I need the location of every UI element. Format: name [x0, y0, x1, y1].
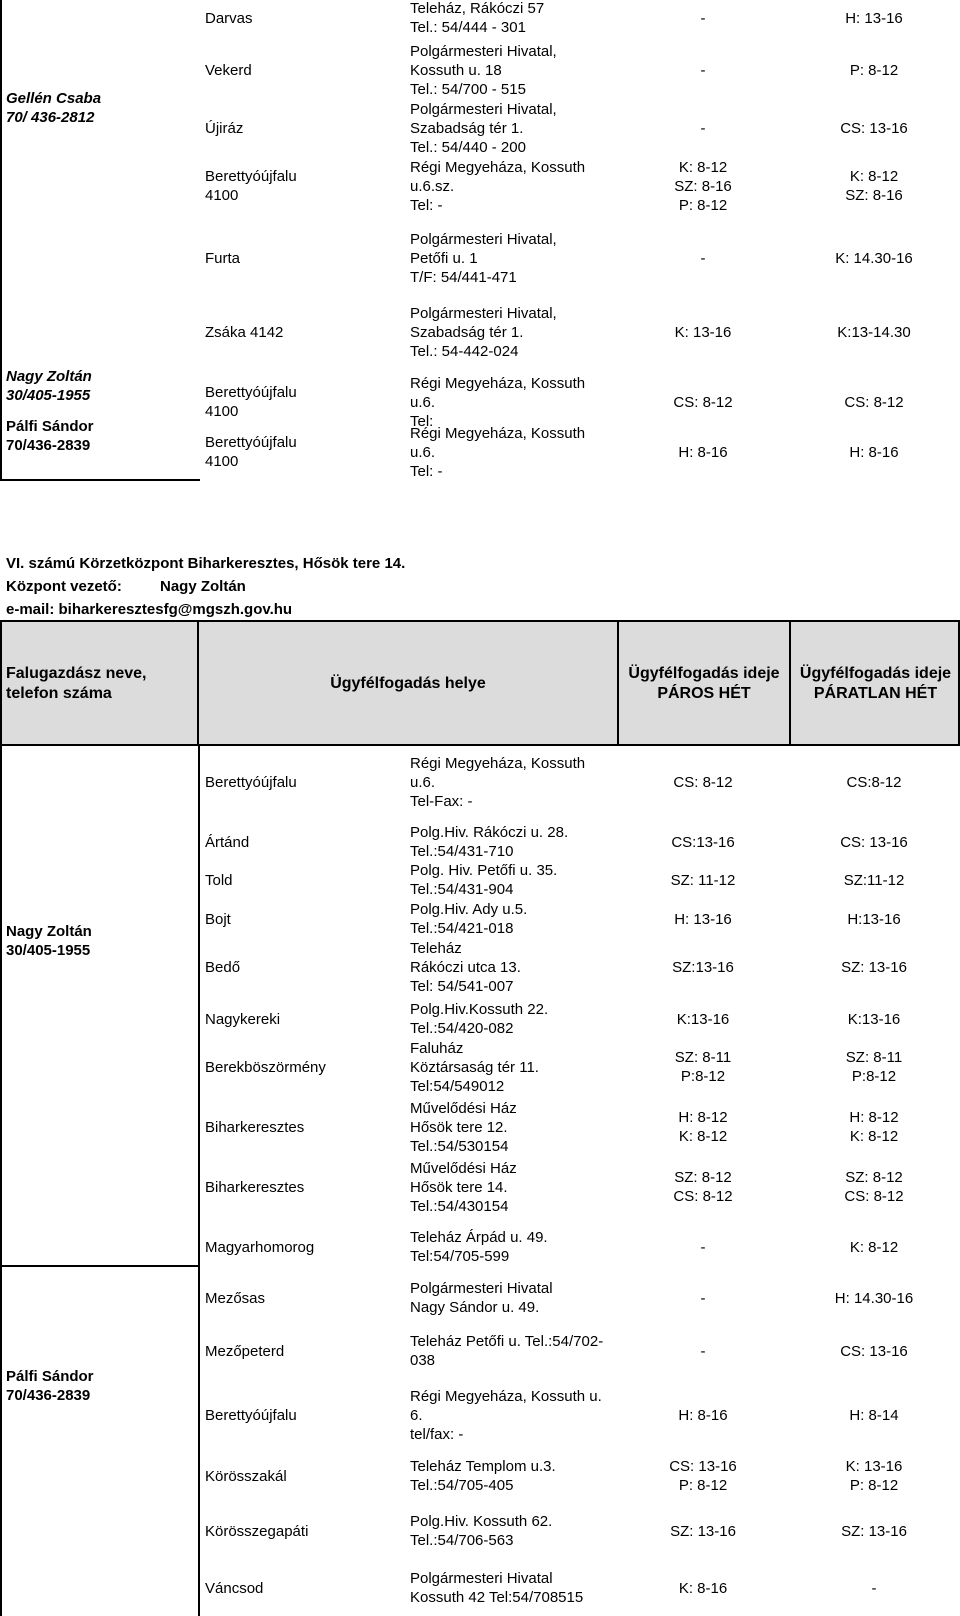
even-week-cell-line: H: 8-16	[678, 1406, 728, 1424]
even-week-cell-line: SZ: 13-16	[670, 1522, 736, 1540]
address-cell-line: Polgármesteri Hivatal,	[410, 42, 557, 60]
center-email: e-mail: biharkeresztesfg@mgszh.gov.hu	[6, 601, 293, 618]
address-cell-line: Teleház, Rákóczi 57	[410, 0, 545, 17]
place-cell	[205, 1289, 265, 1308]
address-cell	[410, 900, 527, 938]
even-week-cell-line: CS: 13-16	[669, 1458, 737, 1475]
place-cell	[205, 323, 283, 342]
address-cell-line: u.6.	[410, 773, 436, 791]
header-col-location: Ügyfélfogadás helye	[330, 675, 486, 692]
odd-week-cell-line: K:13-16	[847, 1010, 901, 1028]
address-cell-line: Régi Megyeháza, Kossuth u.	[410, 1387, 602, 1405]
odd-week-cell	[789, 1406, 959, 1425]
top-table-left-border	[0, 0, 2, 480]
even-week-cell-line: CS:13-16	[671, 833, 735, 851]
odd-week-cell-line: K: 8-12	[849, 1128, 899, 1145]
place-cell-line: Biharkeresztes	[205, 1178, 305, 1196]
address-cell-line: 038	[410, 1352, 436, 1369]
center-leader-name: Nagy Zoltán	[160, 578, 246, 595]
address-cell-line: Hősök tere 12.	[410, 1118, 508, 1136]
person-phone: 30/405-1955	[6, 942, 91, 959]
main-table-person-divider	[0, 1265, 200, 1267]
even-week-cell	[618, 9, 788, 28]
address-cell-line: Tel: 54/541-007	[410, 977, 514, 995]
odd-week-cell	[789, 1457, 959, 1495]
person-name: Nagy Zoltán	[6, 923, 92, 940]
address-cell-line: Tel.:54/421-018	[410, 920, 514, 937]
header-col-name: Falugazdász neve, telefon száma	[6, 665, 147, 702]
place-cell	[205, 1467, 287, 1486]
address-cell-line: Tel.:54/706-563	[410, 1532, 514, 1549]
even-week-cell-line: K: 8-12	[678, 1128, 728, 1145]
address-cell	[410, 1569, 583, 1607]
odd-week-cell-line: SZ: 13-16	[841, 1522, 907, 1540]
address-cell-line: Teleház Templom u.3.	[410, 1458, 556, 1475]
place-cell-line: Ártánd	[205, 833, 250, 851]
odd-week-cell	[789, 1168, 959, 1206]
even-week-cell-line: -	[700, 61, 706, 79]
person-nagy-zoltan	[6, 922, 92, 960]
address-cell-line: Régi Megyeháza, Kossuth	[410, 374, 586, 392]
address-cell	[410, 1457, 556, 1495]
address-cell-line: Tel.:54/705-405	[410, 1477, 514, 1494]
person-cell-line: Gellén Csaba	[6, 90, 102, 107]
place-cell-line: Berekböszörmény	[205, 1058, 326, 1076]
center-title: VI. számú Körzetközpont Biharkeresztes, Hősök tere 14.	[6, 555, 406, 572]
address-cell-line: u.6.	[410, 443, 436, 461]
even-week-cell-line: SZ: 11-12	[670, 871, 736, 889]
address-cell-line: Tel.: 54-442-024	[410, 342, 519, 360]
address-cell-line: Polgármesteri Hivatal,	[410, 100, 557, 118]
place-cell	[205, 1522, 308, 1541]
odd-week-cell	[789, 61, 959, 80]
even-week-cell-line: -	[700, 9, 706, 27]
even-week-cell-line: CS: 8-12	[673, 1188, 733, 1205]
address-cell-line: Teleház	[410, 939, 462, 957]
place-cell	[205, 167, 297, 205]
place-cell	[205, 773, 297, 792]
odd-week-cell-line: H: 8-16	[849, 443, 899, 461]
address-cell-line: Tel:54/549012	[410, 1077, 505, 1095]
even-week-cell	[618, 1108, 788, 1146]
address-cell-line: Hősök tere 14.	[410, 1178, 508, 1196]
address-cell-line: Tel:54/705-599	[410, 1248, 510, 1265]
odd-week-cell	[789, 1048, 959, 1086]
odd-week-cell-line: K:13-14.30	[837, 323, 911, 341]
header-col-even-week: Ügyfélfogadás ideje PÁROS HÉT	[628, 665, 780, 702]
address-cell-line: Tel: -	[410, 462, 443, 480]
odd-week-cell-line: P: 8-12	[849, 1477, 899, 1494]
odd-week-cell	[789, 958, 959, 977]
even-week-cell	[618, 1010, 788, 1029]
even-week-cell-line: K: 13-16	[674, 323, 732, 341]
odd-week-cell-line: H: 8-12	[849, 1109, 899, 1126]
address-cell	[410, 1512, 552, 1550]
address-cell-line: Tel.: 54/440 - 200	[410, 138, 526, 156]
place-cell-line: Körösszakál	[205, 1467, 287, 1485]
place-cell-line: Vekerd	[205, 61, 252, 79]
address-cell-line: Művelődési Ház	[410, 1099, 517, 1117]
even-week-cell	[618, 443, 788, 462]
address-cell-line: Kossuth 42 Tel:54/708515	[410, 1589, 584, 1606]
even-week-cell	[618, 1457, 788, 1495]
person-cell-line: 70/ 436-2812	[6, 109, 95, 126]
person-palfi-sandor	[6, 1367, 94, 1405]
address-cell-line: Szabadság tér 1.	[410, 323, 524, 341]
place-cell-line: Mezőpeterd	[205, 1342, 285, 1360]
even-week-cell	[618, 871, 788, 890]
address-cell-line: Régi Megyeháza, Kossuth	[410, 424, 586, 442]
odd-week-cell-line: CS: 13-16	[840, 119, 908, 137]
even-week-cell	[618, 1406, 788, 1425]
even-week-cell-line: SZ: 8-16	[674, 177, 732, 195]
place-cell	[205, 119, 243, 138]
place-cell	[205, 833, 249, 852]
odd-week-cell-line: SZ: 13-16	[841, 958, 907, 976]
odd-week-cell-line: P: 8-12	[849, 61, 899, 79]
place-cell	[205, 910, 231, 929]
address-cell-line: Tel.:54/431-710	[410, 843, 514, 860]
even-week-cell	[618, 910, 788, 929]
odd-week-cell-line: H: 14.30-16	[834, 1289, 914, 1307]
even-week-cell-line: CS: 8-12	[673, 773, 733, 791]
place-cell-line: Bedő	[205, 958, 241, 976]
place-cell-line: Zsáka 4142	[205, 323, 284, 341]
address-cell	[410, 304, 557, 361]
place-cell-line: Berettyóújfalu	[205, 384, 297, 401]
address-cell-line: Tel-Fax: -	[410, 792, 473, 810]
address-cell-line: Polg.Hiv. Rákóczi u. 28.	[410, 824, 569, 841]
odd-week-cell	[789, 323, 959, 342]
place-cell-line: Berettyóújfalu	[205, 1406, 297, 1424]
place-cell-line: Magyarhomorog	[205, 1238, 315, 1256]
address-cell-line: u.6.	[410, 393, 436, 411]
even-week-cell	[618, 158, 788, 215]
address-cell	[410, 100, 557, 157]
address-cell	[410, 230, 557, 287]
odd-week-cell	[789, 1342, 959, 1361]
address-cell-line: Polgármesteri Hivatal	[410, 1570, 553, 1587]
place-cell	[205, 1406, 297, 1425]
odd-week-cell	[789, 1108, 959, 1146]
address-cell	[410, 754, 585, 811]
place-cell-line: Bojt	[205, 910, 231, 928]
odd-week-cell	[789, 833, 959, 852]
address-cell	[410, 1279, 553, 1317]
even-week-cell-line: K:13-16	[676, 1010, 730, 1028]
address-cell-line: Tel.:54/530154	[410, 1137, 509, 1155]
place-cell	[205, 1010, 280, 1029]
address-cell-line: Rákóczi utca 13.	[410, 958, 521, 976]
even-week-cell	[618, 61, 788, 80]
address-cell	[410, 823, 568, 861]
even-week-cell	[618, 1238, 788, 1257]
address-cell-line: Tel: -	[410, 196, 443, 214]
person-cell	[6, 89, 101, 127]
odd-week-cell-line: -	[871, 1579, 877, 1597]
address-cell-line: Kossuth u. 18	[410, 61, 502, 79]
odd-week-cell	[789, 1238, 959, 1257]
even-week-cell-line: -	[700, 1342, 706, 1360]
address-cell-line: Tel:	[410, 412, 434, 430]
odd-week-cell	[789, 1010, 959, 1029]
place-cell-line: 4100	[205, 187, 239, 204]
even-week-cell-line: CS: 8-12	[673, 393, 733, 411]
odd-week-cell-line: CS: 8-12	[844, 1188, 904, 1205]
odd-week-cell	[789, 1579, 959, 1598]
center-leader-label: Központ vezető:	[6, 578, 122, 595]
odd-week-cell-line: K: 13-16	[845, 1458, 903, 1475]
address-cell-line: 6.	[410, 1406, 423, 1424]
address-cell	[410, 1228, 548, 1266]
even-week-cell	[618, 119, 788, 138]
address-cell-line: Tel.: 54/700 - 515	[410, 80, 526, 98]
address-cell-line: Polg.Hiv.Kossuth 22.	[410, 1001, 549, 1018]
odd-week-cell	[789, 1289, 959, 1308]
address-cell-line: Köztársaság tér 11.	[410, 1058, 539, 1076]
address-cell-line: Petőfi u. 1	[410, 249, 478, 267]
address-cell-line: Régi Megyeháza, Kossuth	[410, 754, 586, 772]
odd-week-cell-line: K: 8-12	[849, 168, 899, 185]
even-week-cell-line: P:8-12	[680, 1068, 726, 1085]
address-cell-line: tel/fax: -	[410, 1425, 464, 1443]
place-cell-line: Nagykereki	[205, 1010, 281, 1028]
odd-week-cell-line: H: 13-16	[845, 9, 903, 27]
place-cell	[205, 61, 252, 80]
address-cell	[410, 1332, 603, 1370]
odd-week-cell	[789, 119, 959, 138]
main-table-person-border	[198, 746, 200, 1616]
main-table-left-border	[0, 746, 2, 1616]
address-cell	[410, 42, 557, 99]
even-week-cell	[618, 249, 788, 268]
person-name: Pálfi Sándor	[6, 1368, 94, 1385]
address-cell-line: Polg.Hiv. Ady u.5.	[410, 901, 528, 918]
odd-week-cell-line: CS:8-12	[846, 773, 902, 791]
odd-week-cell-line: H:13-16	[847, 910, 901, 928]
place-cell	[205, 1178, 304, 1197]
even-week-cell	[618, 1048, 788, 1086]
address-cell-line: T/F: 54/441-471	[410, 268, 517, 286]
even-week-cell-line: K: 8-16	[678, 1579, 728, 1597]
even-week-cell-line: -	[700, 1238, 706, 1256]
address-cell-line: Tel.:54/420-082	[410, 1020, 514, 1037]
even-week-cell-line: SZ: 8-11	[674, 1049, 732, 1066]
even-week-cell-line: H: 8-16	[678, 443, 728, 461]
place-cell-line: Darvas	[205, 9, 253, 27]
odd-week-cell-line: SZ: 8-12	[845, 1169, 903, 1186]
place-cell-line: 4100	[205, 403, 239, 420]
place-cell-line: Mezősas	[205, 1289, 266, 1307]
address-cell-line: Polg.Hiv. Kossuth 62.	[410, 1513, 553, 1530]
person-phone: 70/436-2839	[6, 1387, 91, 1404]
address-cell	[410, 1159, 517, 1216]
odd-week-cell	[789, 9, 959, 28]
address-cell-line: Tel.:54/430154	[410, 1197, 509, 1215]
place-cell	[205, 249, 240, 268]
even-week-cell	[618, 1522, 788, 1541]
odd-week-cell-line: CS: 13-16	[840, 1342, 908, 1360]
person-cell-line: Nagy Zoltán	[6, 368, 92, 385]
odd-week-cell	[789, 871, 959, 890]
odd-week-cell	[789, 1522, 959, 1541]
address-cell	[410, 1039, 539, 1096]
address-cell	[410, 374, 585, 431]
place-cell	[205, 871, 233, 890]
person-cell-line: 70/436-2839	[6, 437, 91, 454]
odd-week-cell	[789, 443, 959, 462]
place-cell-line: Váncsod	[205, 1579, 264, 1597]
place-cell	[205, 1118, 304, 1137]
even-week-cell-line: P: 8-12	[678, 1477, 728, 1494]
even-week-cell	[618, 958, 788, 977]
person-cell	[6, 367, 92, 405]
even-week-cell	[618, 833, 788, 852]
address-cell-line: Polgármesteri Hivatal	[410, 1280, 553, 1297]
place-cell	[205, 383, 297, 421]
address-cell	[410, 861, 557, 899]
even-week-cell-line: P: 8-12	[678, 196, 728, 214]
address-cell-line: Tel.: 54/444 - 301	[410, 19, 526, 36]
odd-week-cell	[789, 910, 959, 929]
place-cell-line: Furta	[205, 249, 241, 267]
place-cell	[205, 1342, 284, 1361]
even-week-cell	[618, 773, 788, 792]
place-cell	[205, 433, 297, 471]
address-cell-line: Nagy Sándor u. 49.	[410, 1299, 540, 1316]
odd-week-cell-line: CS: 8-12	[844, 393, 904, 411]
odd-week-cell-line: K: 14.30-16	[835, 249, 913, 267]
place-cell	[205, 1579, 263, 1598]
place-cell-line: Berettyóújfalu	[205, 773, 297, 791]
even-week-cell-line: -	[700, 119, 706, 137]
even-week-cell	[618, 1289, 788, 1308]
address-cell-line: Faluház	[410, 1039, 464, 1057]
even-week-cell-line: SZ:13-16	[672, 958, 734, 976]
place-cell-line: Újiráz	[205, 119, 244, 137]
place-cell-line: Biharkeresztes	[205, 1118, 305, 1136]
address-cell	[410, 424, 585, 481]
person-cell	[6, 417, 94, 455]
address-cell	[410, 1099, 517, 1156]
address-cell	[410, 0, 544, 37]
even-week-cell	[618, 393, 788, 412]
address-cell-line: Régi Megyeháza, Kossuth	[410, 158, 586, 176]
place-cell	[205, 1058, 326, 1077]
odd-week-cell	[789, 167, 959, 205]
place-cell	[205, 9, 253, 28]
even-week-cell-line: -	[700, 1289, 706, 1307]
even-week-cell-line: H: 13-16	[674, 910, 732, 928]
person-cell-line: 30/405-1955	[6, 387, 91, 404]
address-cell	[410, 1387, 602, 1444]
header-col-odd-week: Ügyfélfogadás ideje PÁRATLAN HÉT	[799, 665, 952, 702]
place-cell	[205, 1238, 314, 1257]
odd-week-cell-line: H: 8-14	[849, 1406, 899, 1424]
top-table-bottom-border	[0, 479, 200, 481]
address-cell-line: Szabadság tér 1.	[410, 119, 524, 137]
odd-week-cell	[789, 773, 959, 792]
place-cell-line: Berettyóújfalu	[205, 434, 297, 451]
address-cell-line: Teleház Árpád u. 49.	[410, 1229, 548, 1246]
address-cell-line: Polgármesteri Hivatal,	[410, 230, 557, 248]
even-week-cell	[618, 1168, 788, 1206]
place-cell-line: 4100	[205, 453, 239, 470]
address-cell-line: Polgármesteri Hivatal,	[410, 304, 557, 322]
address-cell	[410, 939, 521, 996]
even-week-cell-line: H: 8-12	[678, 1109, 728, 1126]
odd-week-cell	[789, 249, 959, 268]
place-cell-line: Körösszegapáti	[205, 1522, 309, 1540]
even-week-cell	[618, 1579, 788, 1598]
address-cell	[410, 158, 585, 215]
address-cell-line: Polg. Hiv. Petőfi u. 35.	[410, 862, 558, 879]
even-week-cell	[618, 1342, 788, 1361]
place-cell-line: Told	[205, 871, 233, 889]
odd-week-cell	[789, 393, 959, 412]
address-cell-line: Művelődési Ház	[410, 1159, 517, 1177]
odd-week-cell-line: CS: 13-16	[840, 833, 908, 851]
odd-week-cell-line: P:8-12	[851, 1068, 897, 1085]
even-week-cell-line: -	[700, 249, 706, 267]
address-cell-line: u.6.sz.	[410, 177, 455, 195]
even-week-cell-line: K: 8-12	[678, 158, 728, 176]
address-cell-line: Teleház Petőfi u. Tel.:54/702-	[410, 1333, 604, 1350]
odd-week-cell-line: SZ:11-12	[843, 871, 905, 889]
even-week-cell-line: SZ: 8-12	[674, 1169, 732, 1186]
even-week-cell	[618, 323, 788, 342]
odd-week-cell-line: K: 8-12	[849, 1238, 899, 1256]
place-cell	[205, 958, 240, 977]
odd-week-cell-line: SZ: 8-16	[845, 187, 903, 204]
address-cell	[410, 1000, 548, 1038]
address-cell-line: Tel.:54/431-904	[410, 881, 514, 898]
place-cell-line: Berettyóújfalu	[205, 168, 297, 185]
odd-week-cell-line: SZ: 8-11	[845, 1049, 903, 1066]
person-cell-line: Pálfi Sándor	[6, 418, 94, 435]
